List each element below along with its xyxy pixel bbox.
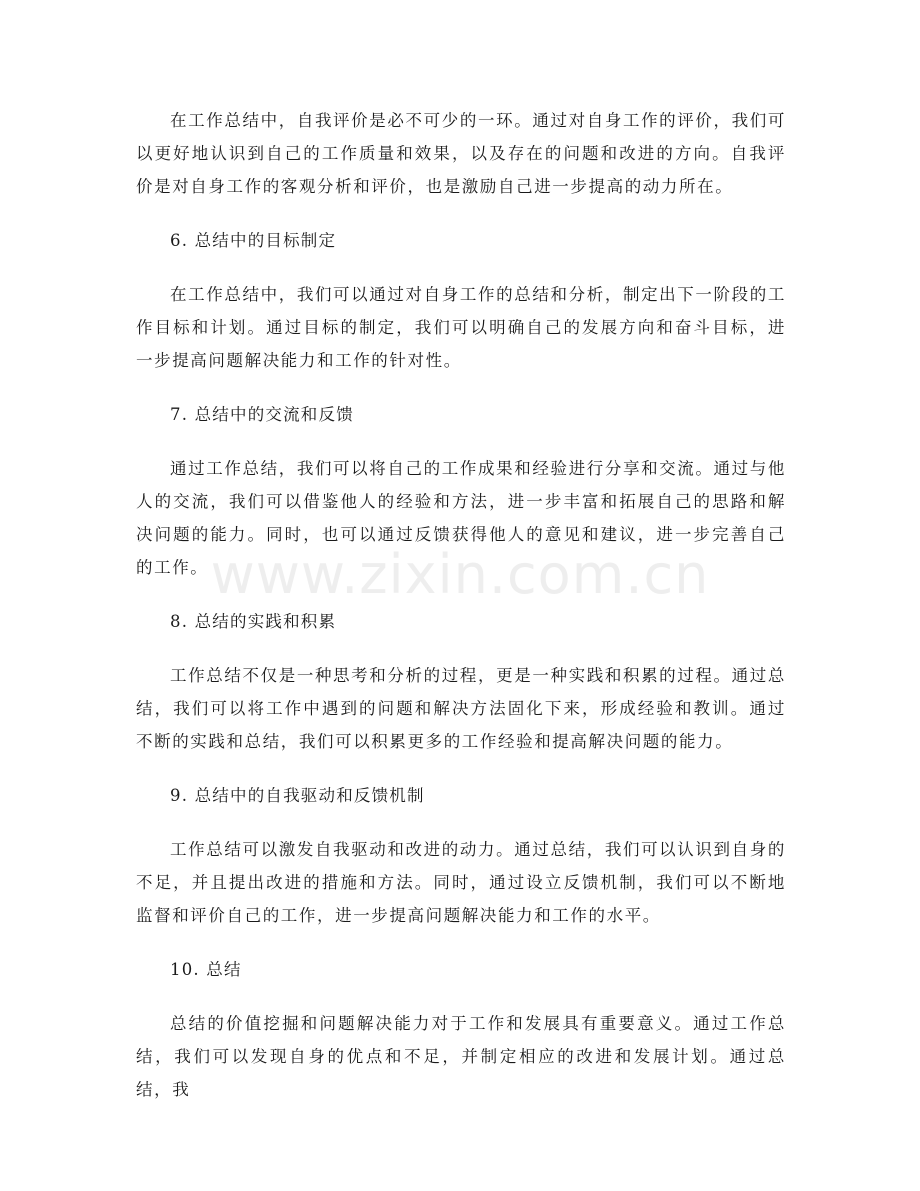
watermark-text: www.zixin.com.cn xyxy=(210,543,710,606)
heading-goal-setting: 6. 总结中的目标制定 xyxy=(170,231,337,250)
paragraph-communication-feedback: 通过工作总结，我们可以将自己的工作成果和经验进行分享和交流。通过与他人的交流，我们可以借鉴他人的经验和方法，进一步丰富和拓展自己的思路和解决问题的能力。同时，也可以通过反馈获得他人的意见和建议，进一步完善自己的工作。 xyxy=(136,459,786,577)
paragraph-goal-setting: 在工作总结中，我们可以通过对自身工作的总结和分析，制定出下一阶段的工作目标和计划。通过目标的制定，我们可以明确自己的发展方向和奋斗目标，进一步提高问题解决能力和工作的针对性。 xyxy=(136,285,786,370)
document-body xyxy=(136,104,786,1127)
paragraph-self-drive-feedback: 工作总结可以激发自我驱动和改进的动力。通过总结，我们可以认识到自身的不足，并且提出改进的措施和方法。同时，通过设立反馈机制，我们可以不断地监督和评价自己的工作，进一步提高问题解决能力和工作的水平。 xyxy=(136,840,786,925)
paragraph-practice-accumulation: 工作总结不仅是一种思考和分析的过程，更是一种实践和积累的过程。通过总结，我们可以将工作中遇到的问题和解决方法固化下来，形成经验和教训。通过不断的实践和总结，我们可以积累更多的工作经验和提高解决问题的能力。 xyxy=(136,666,786,751)
paragraph-self-evaluation: 在工作总结中，自我评价是必不可少的一环。通过对自身工作的评价，我们可以更好地认识到自己的工作质量和效果，以及存在的问题和改进的方向。自我评价是对自身工作的客观分析和评价，也是激励自己进一步提高的动力所在。 xyxy=(136,111,786,196)
heading-summary: 10. 总结 xyxy=(170,960,242,979)
paragraph-summary: 总结的价值挖掘和问题解决能力对于工作和发展具有重要意义。通过工作总结，我们可以发现自身的优点和不足，并制定相应的改进和发展计划。通过总结，我 xyxy=(136,1014,786,1099)
heading-communication-feedback: 7. 总结中的交流和反馈 xyxy=(170,405,354,424)
heading-practice-accumulation: 8. 总结的实践和积累 xyxy=(170,612,337,631)
heading-self-drive-feedback: 9. 总结中的自我驱动和反馈机制 xyxy=(170,786,425,805)
